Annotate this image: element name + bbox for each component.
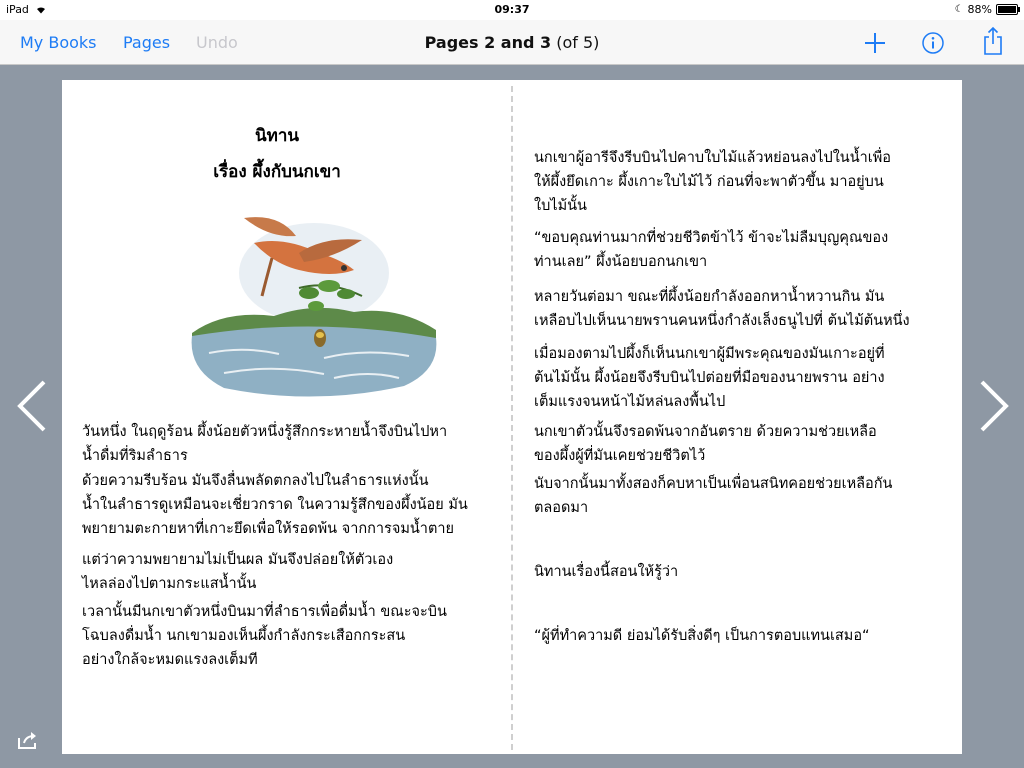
page-title-main: Pages 2 and 3: [424, 33, 552, 52]
undo-button[interactable]: Undo: [196, 33, 238, 52]
moon-icon: ☾: [954, 4, 964, 15]
right-paragraph-5: นกเขาตัวนั้นจึงรอดพ้นจากอันตราย ด้วยความช่วยเหลือ ของผึ้งผู้ที่มันเคยช่วยชีวิตไว้: [534, 424, 877, 464]
page-divider: [511, 86, 513, 750]
battery-icon: [996, 4, 1018, 15]
right-paragraph-8: “ผู้ที่ทำความดี ย่อมได้รับสิ่งดีๆ เป็นการตอบแทนเสมอ“: [534, 628, 870, 644]
share-icon[interactable]: [982, 26, 1004, 56]
story-subtitle: เรื่อง ผึ้งกับนกเขา: [213, 162, 341, 182]
info-icon[interactable]: [921, 31, 945, 55]
chevron-right-icon[interactable]: [978, 380, 1010, 432]
right-paragraph-3: หลายวันต่อมา ขณะที่ผึ้งน้อยกำลังออกหาน้ำหวานกิน มัน เหลือบไปเห็นนายพรานคนหนึ่งกำลังเล็งธนูไปที่ ต้นไม้ต้นหนึ่ง: [534, 289, 910, 329]
left-paragraph-4: เวลานั้นมีนกเขาตัวหนึ่งบินมาที่ลำธารเพื่อดื่มน้ำ ขณะจะบิน โฉบลงดื่มน้ำ นกเขามองเห็นผึ้งกำลังกระเสือกกระสน อย่างใกล้จะหมดแรงลงเต็มที: [82, 604, 447, 668]
left-paragraph-2: ด้วยความรีบร้อน มันจึงลื่นพลัดตกลงไปในลำธารแห่งนั้น น้ำในลำธารดูเหมือนจะเชี่ยวกราด ในความรู้สึกของผึ้งน้อย มัน พยายามตะกายหาที่เกาะยึดเพื่อให้รอดพ้น จากการจมน้ำตาย: [82, 473, 468, 537]
status-right: [955, 3, 1018, 16]
plus-icon[interactable]: [863, 31, 887, 55]
right-paragraph-1: นกเขาผู้อารีจึงรีบบินไปคาบใบไม้แล้วหย่อนลงไปในน้ำเพื่อ ให้ผึ้งยึดเกาะ ผึ้งเกาะใบไม้ไว้ ก่อนที่จะพาตัวขึ้น มาอยู่บน ใบไม้นั้น: [534, 150, 891, 214]
device-name: iPad: [6, 3, 29, 16]
pages-button[interactable]: Pages: [123, 33, 171, 52]
forward-share-icon[interactable]: [16, 729, 42, 751]
book-spread: [62, 80, 962, 754]
left-paragraph-3: แต่ว่าความพยายามไม่เป็นผล มันจึงปล่อยให้ตัวเอง ไหลล่องไปตามกระแสน้ำนั้น: [82, 552, 394, 592]
chevron-left-icon[interactable]: [16, 380, 48, 432]
status-bar: [0, 0, 1024, 20]
bird-bee-illustration: [184, 198, 444, 403]
right-paragraph-4: เมื่อมองตามไปผึ้งก็เห็นนกเขาผู้มีพระคุณของมันเกาะอยู่ที่ ต้นไม้นั้น ผึ้งน้อยจึงรีบบินไปต่อยที่มือของนายพราน อย่าง เต็มแรงจนหน้าไม้หล่นลงพื้นไป: [534, 346, 885, 410]
right-paragraph-2: “ขอบคุณท่านมากที่ช่วยชีวิตข้าไว้ ข้าจะไม่ลืมบุญคุณของ ท่านเลย” ผึ้งน้อยบอกนกเขา: [534, 230, 889, 270]
left-paragraph-1: วันหนึ่ง ในฤดูร้อน ผึ้งน้อยตัวหนึ่งรู้สึกกระหายน้ำจึงบินไปหา น้ำดื่มที่ริมลำธาร: [82, 424, 448, 464]
battery-percent: 88%: [967, 3, 992, 16]
right-paragraph-6: นับจากนั้นมาทั้งสองก็คบหาเป็นเพื่อนสนิทคอยช่วยเหลือกัน ตลอดมา: [534, 476, 893, 516]
toolbar: [0, 20, 1024, 65]
status-time: 09:37: [494, 3, 530, 16]
story-title: นิทาน: [255, 126, 299, 146]
page-title-count: (of 5): [556, 33, 600, 52]
my-books-button[interactable]: My Books: [20, 33, 97, 52]
right-paragraph-7: นิทานเรื่องนี้สอนให้รู้ว่า: [534, 564, 679, 580]
